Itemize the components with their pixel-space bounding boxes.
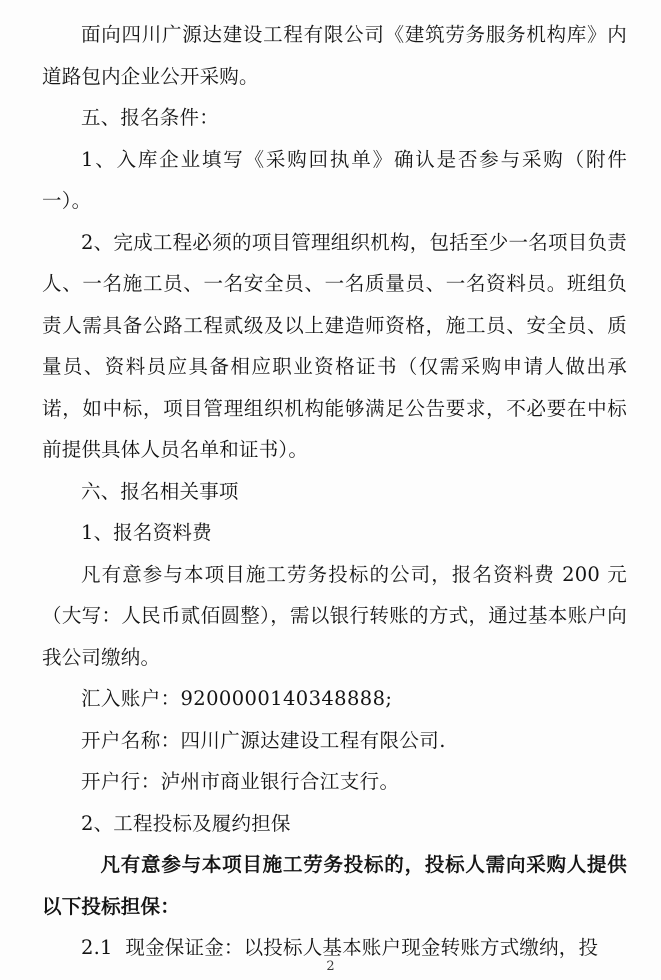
paragraph-item-2-heading: 2、工程投标及履约担保	[81, 811, 291, 835]
paragraph-section-six-heading: 六、报名相关事项	[81, 479, 239, 503]
paragraph-account-number: 汇入账户：9200000140348888;	[81, 687, 393, 710]
paragraph-item-1-heading: 1、报名资料费	[81, 521, 212, 544]
paragraph-account-bank: 开户行：泸州市商业银行合江支行。	[81, 770, 400, 793]
paragraph-cash-deposit: 2.1 现金保证金：以投标人基本账户现金转账方式缴纳，投	[81, 936, 599, 959]
paragraph-section-five-heading: 五、报名条件：	[81, 106, 219, 129]
paragraph-registration-fee: 凡有意参与本项目施工劳务投标的公司，报名资料费 200 元（大写：人民币贰佰圆整），需以银行转账的方式，通过基本账户向我公司缴纳。	[42, 562, 627, 669]
paragraph-guarantee-statement: 凡有意参与本项目施工劳务投标的，投标人需向采购人提供以下投标担保：	[42, 853, 627, 918]
paragraph-account-name: 开户名称：四川广源达建设工程有限公司.	[81, 728, 446, 752]
page-number: 2	[326, 959, 335, 974]
paragraph-condition-2: 2、完成工程必须的项目管理组织机构，包括至少一名项目负责人、一名施工员、一名安全员、一名质量员、一名资料员。班组负责人需具备公路工程贰级及以上建造师资格，施工员、安全员、质量员、资料员应具备相应职业资格证书（仅需采购申请人做出承诺，如中标，项目管理组织机构能够满足公告要求，不必要在中标前提供具体人员名单和证书）。	[42, 230, 627, 461]
paragraph-condition-1: 1、入库企业填写《采购回执单》确认是否参与采购（附件一）。	[42, 147, 627, 212]
document-body	[42, 14, 627, 969]
paragraph-intro: 面向四川广源达建设工程有限公司《建筑劳务服务机构库》内道路包内企业公开采购。	[42, 23, 627, 88]
